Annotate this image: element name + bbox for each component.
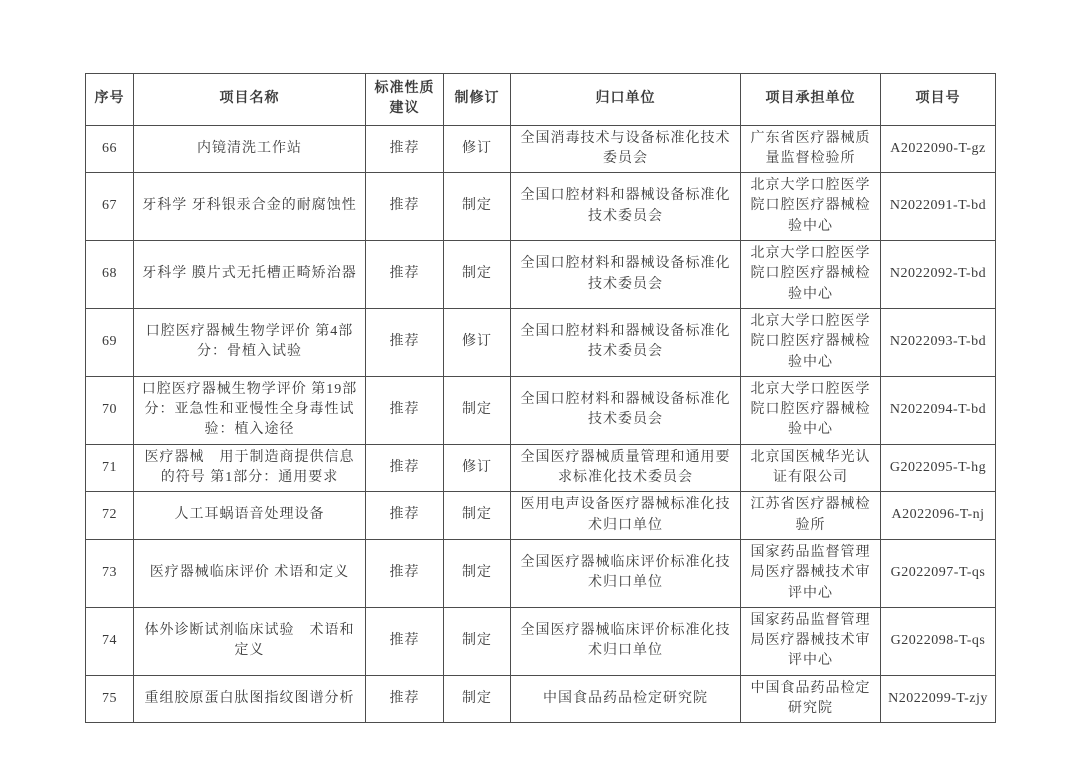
cell-nature: 推荐 [366,492,444,540]
cell-code: N2022093-T-bd [881,308,996,376]
cell-nature: 推荐 [366,444,444,492]
cell-unit: 全国医疗器械质量管理和通用要求标准化技术委员会 [511,444,741,492]
cell-code: N2022091-T-bd [881,173,996,241]
cell-no: 74 [86,607,134,675]
cell-revision: 制定 [444,492,511,540]
cell-unit: 全国口腔材料和器械设备标准化技术委员会 [511,376,741,444]
header-serial-number: 序号 [86,74,134,126]
cell-nature: 推荐 [366,241,444,309]
cell-no: 66 [86,125,134,173]
cell-no: 71 [86,444,134,492]
cell-undertaker: 北京大学口腔医学院口腔医疗器械检验中心 [741,376,881,444]
cell-code: G2022095-T-hg [881,444,996,492]
cell-no: 67 [86,173,134,241]
cell-code: G2022097-T-qs [881,539,996,607]
cell-undertaker: 北京大学口腔医学院口腔医疗器械检验中心 [741,308,881,376]
cell-revision: 制定 [444,607,511,675]
cell-unit: 全国医疗器械临床评价标准化技术归口单位 [511,539,741,607]
header-undertaking-unit: 项目承担单位 [741,74,881,126]
cell-undertaker: 北京大学口腔医学院口腔医疗器械检验中心 [741,241,881,309]
header-project-number: 项目号 [881,74,996,126]
cell-no: 73 [86,539,134,607]
table-row [86,607,996,675]
cell-code: N2022092-T-bd [881,241,996,309]
cell-nature: 推荐 [366,607,444,675]
cell-nature: 推荐 [366,173,444,241]
cell-undertaker: 江苏省医疗器械检验所 [741,492,881,540]
table-row [86,173,996,241]
cell-revision: 修订 [444,308,511,376]
cell-undertaker: 国家药品监督管理局医疗器械技术审评中心 [741,539,881,607]
cell-unit: 医用电声设备医疗器械标准化技术归口单位 [511,492,741,540]
cell-no: 68 [86,241,134,309]
header-centralized-unit: 归口单位 [511,74,741,126]
cell-code: N2022094-T-bd [881,376,996,444]
cell-name: 人工耳蜗语音处理设备 [134,492,366,540]
cell-no: 72 [86,492,134,540]
cell-name: 体外诊断试剂临床试验 术语和定义 [134,607,366,675]
cell-revision: 修订 [444,444,511,492]
cell-undertaker: 广东省医疗器械质量监督检验所 [741,125,881,173]
table-row [86,376,996,444]
header-standard-nature: 标准性质建议 [366,74,444,126]
table-row [86,241,996,309]
cell-name: 口腔医疗器械生物学评价 第4部分：骨植入试验 [134,308,366,376]
cell-code: N2022099-T-zjy [881,675,996,723]
cell-name: 医疗器械临床评价 术语和定义 [134,539,366,607]
header-revision-type: 制修订 [444,74,511,126]
cell-nature: 推荐 [366,308,444,376]
cell-revision: 制定 [444,173,511,241]
table-row [86,125,996,173]
table-row [86,444,996,492]
cell-code: G2022098-T-qs [881,607,996,675]
cell-name: 口腔医疗器械生物学评价 第19部分：亚急性和亚慢性全身毒性试验：植入途径 [134,376,366,444]
cell-code: A2022090-T-gz [881,125,996,173]
cell-nature: 推荐 [366,125,444,173]
cell-nature: 推荐 [366,675,444,723]
table-row [86,308,996,376]
standards-projects-table [85,73,996,723]
cell-no: 70 [86,376,134,444]
table-body [86,125,996,723]
cell-name: 牙科学 牙科银汞合金的耐腐蚀性 [134,173,366,241]
table-row [86,675,996,723]
table-row [86,539,996,607]
cell-undertaker: 国家药品监督管理局医疗器械技术审评中心 [741,607,881,675]
cell-nature: 推荐 [366,539,444,607]
cell-revision: 修订 [444,125,511,173]
cell-revision: 制定 [444,376,511,444]
header-row [86,74,996,126]
cell-unit: 全国口腔材料和器械设备标准化技术委员会 [511,173,741,241]
cell-undertaker: 北京国医械华光认证有限公司 [741,444,881,492]
cell-undertaker: 北京大学口腔医学院口腔医疗器械检验中心 [741,173,881,241]
cell-code: A2022096-T-nj [881,492,996,540]
cell-revision: 制定 [444,241,511,309]
cell-unit: 全国医疗器械临床评价标准化技术归口单位 [511,607,741,675]
cell-revision: 制定 [444,539,511,607]
cell-unit: 全国口腔材料和器械设备标准化技术委员会 [511,308,741,376]
table-row [86,492,996,540]
cell-unit: 全国口腔材料和器械设备标准化技术委员会 [511,241,741,309]
cell-name: 牙科学 膜片式无托槽正畸矫治器 [134,241,366,309]
cell-no: 69 [86,308,134,376]
cell-name: 重组胶原蛋白肽图指纹图谱分析 [134,675,366,723]
cell-nature: 推荐 [366,376,444,444]
cell-undertaker: 中国食品药品检定研究院 [741,675,881,723]
cell-no: 75 [86,675,134,723]
cell-revision: 制定 [444,675,511,723]
header-project-name: 项目名称 [134,74,366,126]
cell-name: 内镜清洗工作站 [134,125,366,173]
cell-name: 医疗器械 用于制造商提供信息的符号 第1部分：通用要求 [134,444,366,492]
cell-unit: 全国消毒技术与设备标准化技术委员会 [511,125,741,173]
cell-unit: 中国食品药品检定研究院 [511,675,741,723]
